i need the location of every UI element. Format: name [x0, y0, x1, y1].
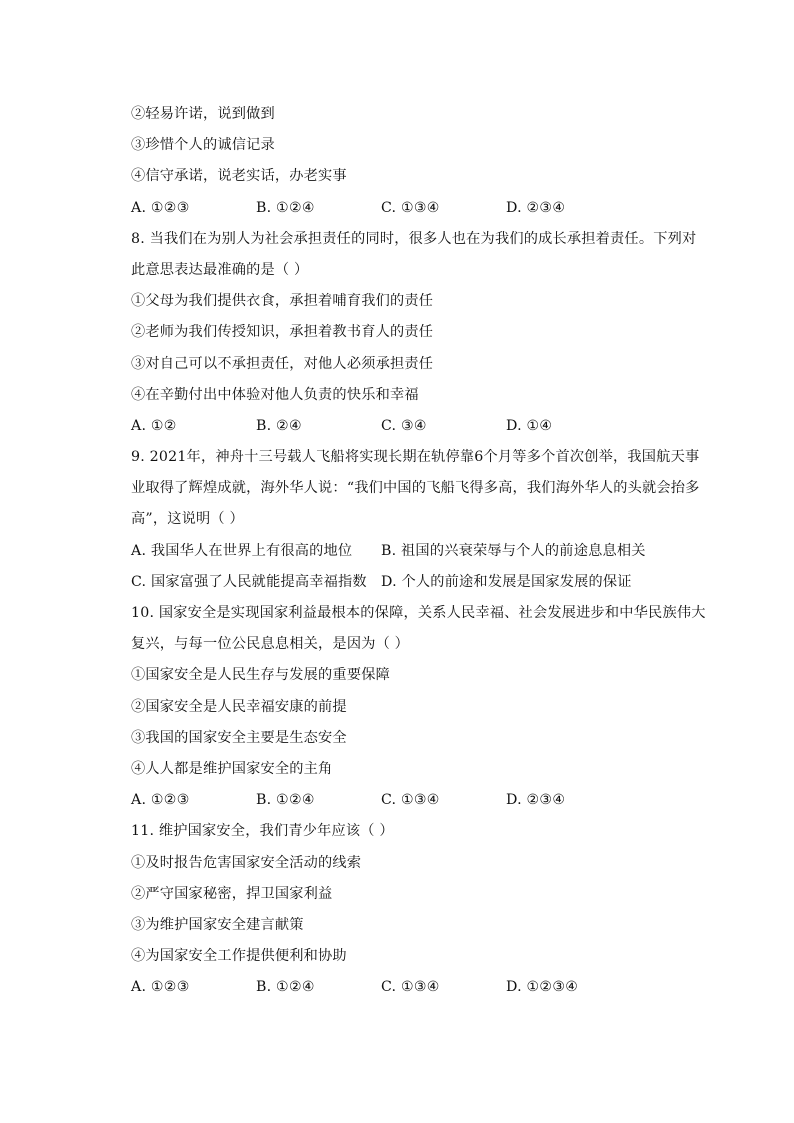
text-line: 9. 2021年，神舟十三号载人飞船将实现长期在轨停靠6个月等多个首次创举，我国航天事 [131, 449, 700, 466]
text-line: ④为国家安全工作提供便利和协助 [131, 948, 347, 965]
answer-option: D. 个人的前途和发展是国家发展的保证 [381, 573, 632, 590]
answer-option: D. ②③④ [506, 792, 566, 809]
text-line: ②轻易许诺，说到做到 [131, 106, 275, 122]
text-line: ③珍惜个人的诚信记录 [131, 137, 275, 154]
text-line: 此意思表达最准确的是（ ） [131, 261, 309, 278]
text-line: 8. 当我们在为别人为社会承担责任的同时，很多人也在为我们的成长承担着责任。下列对 [131, 230, 697, 247]
text-line: ②国家安全是人民幸福安康的前提 [131, 698, 347, 715]
answer-option: A. ①②③ [131, 979, 190, 996]
answer-option: C. ①③④ [381, 979, 440, 996]
text-line: ③为维护国家安全建言献策 [131, 916, 304, 933]
text-line: ③对自己可以不承担责任，对他人必须承担责任 [131, 355, 434, 372]
answer-option: B. 祖国的兴衰荣辱与个人的前途息息相关 [381, 542, 646, 559]
answer-options [131, 193, 701, 224]
answer-options [131, 536, 701, 567]
question-content [131, 99, 706, 1003]
answer-options [131, 567, 701, 598]
text-line: 复兴，与每一位公民息息相关，是因为（ ） [131, 636, 410, 653]
answer-option: B. ①②④ [256, 792, 315, 809]
answer-option: A. ①② [131, 417, 177, 434]
answer-option: D. ①④ [506, 417, 553, 434]
answer-option: A. ①②③ [131, 199, 190, 216]
text-line: ①国家安全是人民生存与发展的重要保障 [131, 667, 390, 684]
text-line: 高”，这说明（ ） [131, 511, 244, 528]
text-line: 11. 维护国家安全，我们青少年应该（ ） [131, 823, 394, 840]
answer-option: D. ①②③④ [506, 979, 579, 996]
answer-options [131, 972, 701, 1003]
answer-option: C. 国家富强了人民就能提高幸福指数 [131, 573, 367, 590]
text-line: ②严守国家秘密，捍卫国家利益 [131, 885, 333, 902]
answer-option: C. ③④ [381, 417, 427, 434]
answer-option: A. 我国华人在世界上有很高的地位 [131, 542, 353, 559]
answer-option: C. ①③④ [381, 199, 440, 216]
text-line: ④在辛勤付出中体验对他人负责的快乐和幸福 [131, 386, 419, 403]
answer-options [131, 785, 701, 816]
answer-option: C. ①③④ [381, 792, 440, 809]
text-line: ①及时报告危害国家安全活动的线索 [131, 854, 362, 871]
answer-options [131, 411, 701, 442]
text-line: ④人人都是维护国家安全的主角 [131, 760, 333, 777]
text-line: 10. 国家安全是实现国家利益最根本的保障，关系人民幸福、社会发展进步和中华民族伟大 [131, 605, 706, 621]
answer-option: A. ①②③ [131, 792, 190, 809]
text-line: 业取得了辉煌成就，海外华人说：“我们中国的飞船飞得多高，我们海外华人的头就会抬多 [131, 480, 700, 497]
answer-option: B. ①②④ [256, 979, 315, 996]
answer-option: B. ①②④ [256, 199, 315, 216]
text-line: ②老师为我们传授知识，承担着教书育人的责任 [131, 324, 434, 341]
text-line: ④信守承诺，说老实话，办老实事 [131, 168, 347, 185]
text-line: ③我国的国家安全主要是生态安全 [131, 729, 347, 746]
text-line: ①父母为我们提供衣食，承担着哺育我们的责任 [131, 293, 434, 310]
answer-option: B. ②④ [256, 417, 302, 434]
answer-option: D. ②③④ [506, 199, 566, 216]
